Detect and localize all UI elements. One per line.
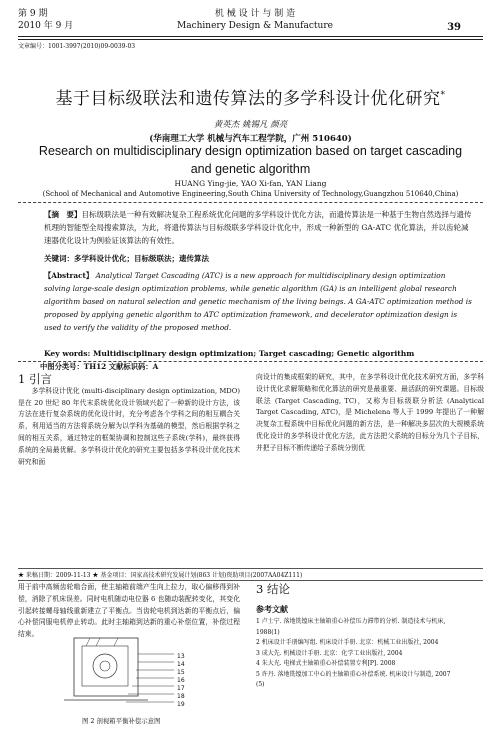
- figure-callout-label: 16: [177, 677, 185, 684]
- intro-right-column: 向设计的集成框架的研究，其中，在多学科设计优化技术研究方面，多学科设计优化求解策略和优化算法的研究是最重要、最活跃的研究课题。目标级联法 (Target Cascading, TC)，又称为目标级联分析法 (Analytical Target Cascading, ATC)，是 Michelena 等人于 1999 年提出了一种解决复杂工程系统中目标优化问题的新方法，是一种解决多层次的大规模系统优化设计的多学科设计优化方法，此方法把父系统的目标分为几个子目标，并把子目标不断传递给子系统分别优: [256, 373, 484, 452]
- abstract-en-label: 【Abstract】: [44, 271, 94, 280]
- abstract-en-text: Analytical Target Cascading (ATC) is a new approach for multidisciplinary design optimization solving large-scale design optimization problems, while genetic algorithm (GA) is an intelligent global research algorithm based on natural selection and genetic mechanism of the living beings. A GA-ATC optimization method is proposed by applying genetic algorithm to ATC optimization framework, and decelerator optimization design is used to verify the validity of the proposed method.: [44, 271, 472, 332]
- paper-title: [14, 84, 487, 109]
- figure-callout-label: 19: [177, 701, 185, 708]
- paper-title-en: Research on multidisciplinary design optimization based on target cascading and genetic algorithm: [38, 144, 463, 176]
- fund-footnote: ★ 来稿日期：2009-11-13 ★ 基金项目：国家高技术研究发展计划(863 计划)资助项目(2007AA04Z111): [18, 568, 483, 581]
- reference-item: (5): [256, 681, 265, 688]
- affiliation-cn: (华南理工大学 机械与汽车工程学院，广州 510640): [149, 134, 352, 144]
- references-heading: 参考文献: [256, 604, 288, 614]
- figure-callout-label: 13: [177, 653, 185, 660]
- abstract-cn: [44, 208, 473, 247]
- abstract-cn-text: 目标级联法是一种有效解决复杂工程系统优化问题的多学科设计优化方法，而遗传算法是一种基于生物自然选择与遗传机理的智能型全局搜索算法，为此，将遗传算法与目标级联多学科设计优化中，形成一种新型的 GA-ATC 优化算法，并以齿轮减速器优化设计为例验证该算法的有效性。: [44, 210, 472, 245]
- reference-item: 1988(1): [256, 628, 280, 636]
- article-number: 文章编号：1001-3997(2010)09-0039-03: [18, 43, 136, 50]
- figure-2: [56, 630, 204, 712]
- authors-en: HUANG Ying-jie, YAO Xi-fan, YAN Liang: [174, 179, 327, 188]
- references-list: [256, 617, 484, 691]
- abstract-box: [18, 202, 483, 362]
- figure-callout-label: 18: [177, 693, 185, 700]
- header-rule-thin: [18, 39, 483, 40]
- issue-date: 2010 年 9 月: [18, 21, 74, 31]
- journal-name-cn: 机 械 设 计 与 制 造: [214, 9, 296, 19]
- figure-2-caption: 图 2 剖视箱平衡补偿示意图: [82, 717, 161, 725]
- conclusion-block: [256, 584, 484, 596]
- keywords-en: [44, 349, 473, 358]
- journal-name-en: Machinery Design & Manufacture: [177, 21, 333, 31]
- section1-heading: 1 引言: [18, 372, 52, 386]
- intro-left-column: [18, 374, 240, 468]
- section1-left-text: 多学科设计优化 (multi-disciplinary design optimization, MDO) 是在 20 世纪 80 年代末系统优化设计领域兴起了一种新的设计方法，该方法在进行复杂系统的优化设计时，充分考虑各个学科之间的相互耦合关系，利用适当的方法将系统分解为以学科为基础的模型，然后根据学科之间的相互关系，通过特定的框架协调和控制这些子系统(学科)，最终获得系统的全局最优解。多学科设计优化的研究主要包括多学科设计优化技术研究和面: [18, 386, 240, 466]
- issue-number: 第 9 期: [18, 9, 48, 19]
- figure-callout-label: 14: [177, 661, 185, 668]
- keywords-cn-label: 关键词：: [44, 254, 74, 263]
- keywords-cn: [44, 253, 473, 264]
- reference-item: 5 许丹. 落地铣镗加工中心的主轴箱重心补偿系统. 机床设计与制造, 2007: [256, 670, 451, 678]
- page-number: 39: [447, 22, 461, 33]
- classification-line: 中图分类号：TH12 文献标识码：A: [40, 362, 159, 371]
- reference-item: 2 机床设计手册编写组. 机床设计手册. 北京：机械工业出版社, 2004: [256, 639, 439, 646]
- paper-title-text: 基于目标级联法和遗传算法的多学科设计优化研究: [55, 89, 441, 109]
- title-footnote-mark: *: [440, 90, 446, 101]
- header-rule: [18, 36, 483, 37]
- authors-cn: 黄英杰 姚锡凡 颜亮: [213, 120, 288, 130]
- reference-item: 4 朱大光. 电梯式主轴箱重心补偿装置专利[P]. 2008: [256, 660, 396, 667]
- running-header-left: [18, 8, 73, 32]
- affiliation-en: (School of Mechanical and Automotive Engineering,South China University of Technology,Guangzhou 510640,China): [42, 190, 459, 198]
- figure-callout-label: 15: [177, 669, 185, 676]
- keywords-en-text: Multidisciplinary design optimization; Target cascading; Genetic algorithm: [92, 349, 415, 358]
- left-lower-text: 用于前中高频齿轮啮合面，使主轴箱前端产生向上拉力，取心偏移得到补偿，消除了机床误差。同时电机随动电位器 6 也随动装配转变化，其变化引起转接螺母轴线重新建立了平衡点。当齿轮电机到达新的平衡点后，偏心补偿同服电机停止转动。此时主轴箱到达新的重心补偿位置，补偿过程结束。: [18, 583, 240, 639]
- keywords-cn-text: 多学科设计优化；目标级联法；遗传算法: [74, 254, 209, 263]
- keywords-en-label: Key words:: [44, 349, 91, 358]
- running-header-center: [150, 8, 360, 32]
- reference-item: 1 卢士宁. 落地铣镗床主轴箱重心补偿压力滞带的分析. 制造技术与机床,: [256, 618, 446, 625]
- section3-heading: 3 结论: [256, 582, 290, 596]
- reference-item: 3 成大先. 机械设计手册. 北京：化学工业出版社, 2004: [256, 649, 403, 657]
- abstract-en: [44, 269, 473, 334]
- figure-2-drawing: [56, 630, 204, 712]
- figure-callout-label: 17: [177, 685, 185, 692]
- abstract-cn-label: 【摘 要】: [44, 210, 82, 219]
